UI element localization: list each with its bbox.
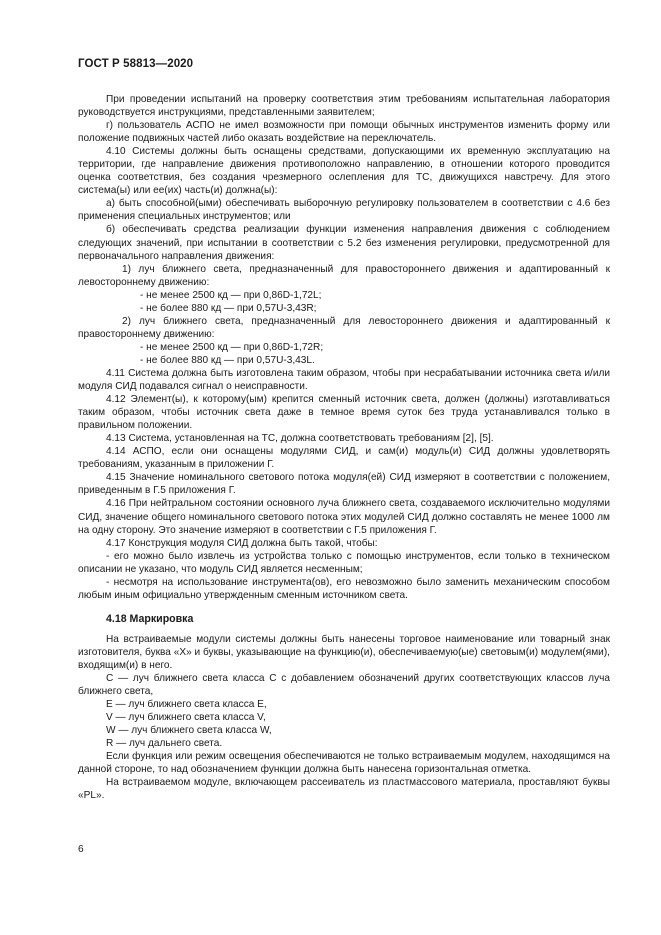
marking-item: V — луч ближнего света класса V, [106, 712, 266, 724]
clause-4-16: 4.16 При нейтральном состоянии основного луча ближнего света, создаваемого исключительно модулями СИД, значение общего номинального светового потока этих модулей СИД должно составлять не менее 1000 лм на одну сторону. Это значение измеряют в соответствии с Г.5 приложения Г. [78, 498, 610, 536]
marking-item: Е — луч ближнего света класса Е, [106, 699, 267, 711]
page-number: 6 [78, 844, 84, 855]
paragraph: б) обеспечивать средства реализации функции изменения направления движения с соблюдением следующих значений, при испытании в соответствии с 5.2 без изменения регулировки, предусмотренной для первоначального направления движения: [78, 224, 610, 262]
marking-item: W — луч ближнего света класса W, [106, 725, 272, 737]
document-body [78, 93, 610, 802]
paragraph: а) быть способной(ыми) обеспечивать выборочную регулировку пользователем в соответствии с 4.6 без применения специальных инструментов; или [78, 198, 610, 223]
paragraph: На встраиваемые модули системы должны быть нанесены торговое наименование или товарный знак изготовителя, буква «X» и буквы, указывающие на функцию(и), обеспечиваемую(ые) световым(и) модулем(ями), входящим(и) в него. [78, 633, 610, 671]
clause-4-14: 4.14 АСПО, если они оснащены модулями СИД, и сам(и) модуль(и) СИД должны удовлетворять требованиям, указанным в приложении Г. [78, 446, 610, 471]
value-item: - не менее 2500 кд — при 0,86D-1,72R; [140, 341, 324, 353]
clause-4-17: 4.17 Конструкция модуля СИД должна быть такой, чтобы: [106, 537, 378, 549]
clause-4-11: 4.11 Система должна быть изготовлена таким образом, чтобы при несрабатывании источника света и/или модуля СИД подавался сигнал о неисправности. [78, 367, 610, 393]
clause-4-12: 4.12 Элемент(ы), к которому(ым) крепится сменный источник света, должен (должны) изготавливаться таким образом, чтобы источник света даже в темное время суток без труда устанавливался только в правильном положении. [78, 394, 610, 432]
marking-item: С — луч ближнего света класса С с добавлением обозначений других соответствующих классов луча ближнего света, [78, 673, 610, 698]
sub-item-2: 2) луч ближнего света, предназначенный для левостороннего движения и адаптированный к правостороннему движению: [78, 315, 610, 340]
list-item: - его можно было извлечь из устройства только с помощью инструментов, если только в техническом описании не указано, что модуль СИД является несменным; [78, 550, 610, 575]
value-item: - не менее 2500 кд — при 0,86D-1,72L; [140, 289, 322, 301]
marking-item: R — луч дальнего света. [106, 738, 223, 750]
clause-4-13: 4.13 Система, установленная на ТС, должна соответствовать требованиям [2], [5]. [106, 433, 494, 445]
list-item: - несмотря на использование инструмента(ов), его невозможно было заменить механическим способом любым иным официально утвержденным сменным источником света. [78, 576, 610, 601]
paragraph: Если функция или режим освещения обеспечиваются не только встраиваемым модулем, находящимся на данной стороне, то над обозначением функции должна быть нанесена горизонтальная отметка. [78, 751, 610, 776]
paragraph: На встраиваемом модуле, включающем рассеиватель из пластмассового материала, проставляют буквы «PL». [78, 777, 610, 802]
sub-item-1: 1) луч ближнего света, предназначенный для правостороннего движения и адаптированный к левостороннему движению: [78, 263, 610, 288]
clause-4-15: 4.15 Значение номинального светового потока модуля(ей) СИД измеряют в соответствии с положением, приведенным в Г.5 приложения Г. [78, 472, 610, 497]
clause-4-10: 4.10 Системы должны быть оснащены средствами, допускающими их временную эксплуатацию на территории, где направление движения противоположно направлению, в отношении которого проводится оценка соответствия, без создания чрезмерного ослепления для ТС, движущихся навстречу. Для этого система(ы) или ее(их) часть(и) должна(ы): [78, 146, 610, 197]
value-item: - не более 880 кд — при 0,57U-3,43L. [140, 354, 315, 366]
page-header-standard-code: ГОСТ Р 58813—2020 [78, 58, 194, 70]
value-item: - не более 880 кд — при 0,57U-3,43R; [140, 302, 317, 314]
paragraph: При проведении испытаний на проверку соответствия этим требованиям испытательная лаборатория руководствуется инструкциями, представленными заявителем; [78, 94, 610, 119]
section-heading-4-18: 4.18 Маркировка [106, 612, 194, 625]
paragraph: г) пользователь АСПО не имел возможности при помощи обычных инструментов изменить форму или положение подвижных частей либо оказать воздействие на переключатель. [78, 120, 610, 145]
